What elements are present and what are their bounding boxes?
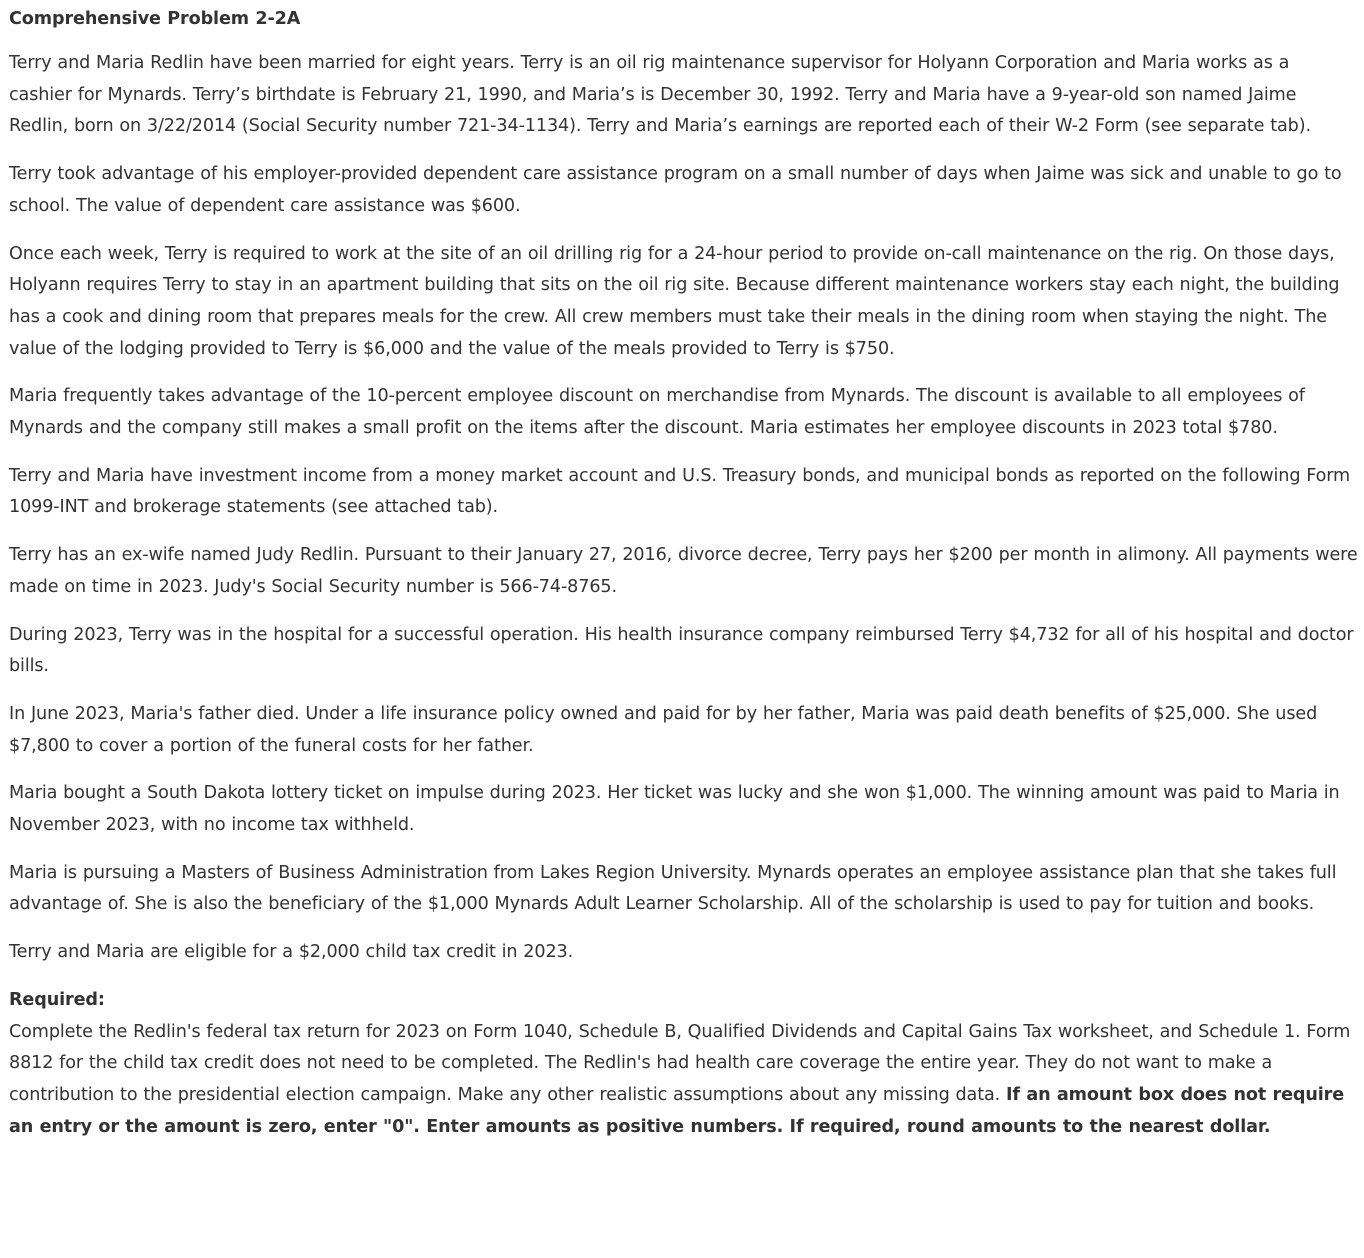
paragraph-life-insurance: In June 2023, Maria's father died. Under a life insurance policy owned and paid for by her father, Maria was paid death benefits of $25,000. She used $7,800 to cover a portion of the funeral costs for her father.	[9, 703, 1318, 756]
required-bold-text: If an amount box does not require an entry or the amount is zero, enter "0". Enter amounts as positive numbers. If required, round amounts to the nearest dollar.	[9, 1084, 1345, 1137]
paragraph-alimony: Terry has an ex-wife named Judy Redlin. Pursuant to their January 27, 2016, divorce decree, Terry pays her $200 per month in alimony. All payments were made on time in 2023. Judy's Social Security number is 566-74-8765.	[9, 545, 1358, 597]
required-instructions	[9, 1017, 1358, 1144]
paragraph-background: Terry and Maria Redlin have been married for eight years. Terry is an oil rig maintenance supervisor for Holyann Corporation and Maria works as a cashier for Mynards. Terry’s birthdate is February 21, 1990, and Maria’s is December 30, 1992. Terry and Maria have a 9-year-old son named Jaime Redlin, born on 3/22/2014 (Social Security number 721-34-1134). Terry and Maria’s earnings are reported each of their W-2 Form (see separate tab).	[9, 53, 1311, 137]
problem-title: Comprehensive Problem 2-2A	[9, 9, 301, 29]
paragraph-employee-discount: Maria frequently takes advantage of the 10-percent employee discount on merchandise from Mynards. The discount is available to all employees of Mynards and the company still makes a small profit on the items after the discount. Maria estimates her employee discounts in 2023 total $780.	[9, 386, 1305, 439]
paragraph-dependent-care: Terry took advantage of his employer-provided dependent care assistance program on a small number of days when Jaime was sick and unable to go to school. The value of dependent care assistance was $600.	[9, 164, 1342, 216]
paragraph-scholarship: Maria is pursuing a Masters of Business Administration from Lakes Region University. Mynards operates an employee assistance plan that she takes full advantage of. She is also the beneficiary of the $1,000 Mynards Adult Learner Scholarship. All of the scholarship is used to pay for tuition and books.	[9, 862, 1337, 915]
paragraph-lodging-meals: Once each week, Terry is required to work at the site of an oil drilling rig for a 24-hour period to provide on-call maintenance on the rig. On those days, Holyann requires Terry to stay in an apartment building that sits on the oil rig site. Because different maintenance workers stay each night, the building has a cook and dining room that prepares meals for the crew. All crew members must take their meals in the dining room when staying the night. The value of the lodging provided to Terry is $6,000 and the value of the meals provided to Terry is $750.	[9, 243, 1340, 359]
required-label: Required:	[9, 989, 105, 1010]
paragraph-investment-income: Terry and Maria have investment income from a money market account and U.S. Treasury bonds, and municipal bonds as reported on the following Form 1099-INT and brokerage statements (see attached tab).	[9, 465, 1351, 518]
paragraph-child-tax-credit: Terry and Maria are eligible for a $2,000 child tax credit in 2023.	[9, 942, 574, 963]
required-text: Complete the Redlin's federal tax return for 2023 on Form 1040, Schedule B, Qualified Dividends and Capital Gains Tax worksheet, and Schedule 1. Form 8812 for the child tax credit does not need to be completed. The Redlin's had health care coverage the entire year. They do not want to make a contribution to the presidential election campaign. Make any other realistic assumptions about any missing data.	[9, 1021, 1351, 1105]
paragraph-hospital: During 2023, Terry was in the hospital for a successful operation. His health insurance company reimbursed Terry $4,732 for all of his hospital and doctor bills.	[9, 624, 1354, 677]
paragraph-lottery: Maria bought a South Dakota lottery ticket on impulse during 2023. Her ticket was lucky and she won $1,000. The winning amount was paid to Maria in November 2023, with no income tax withheld.	[9, 783, 1340, 836]
